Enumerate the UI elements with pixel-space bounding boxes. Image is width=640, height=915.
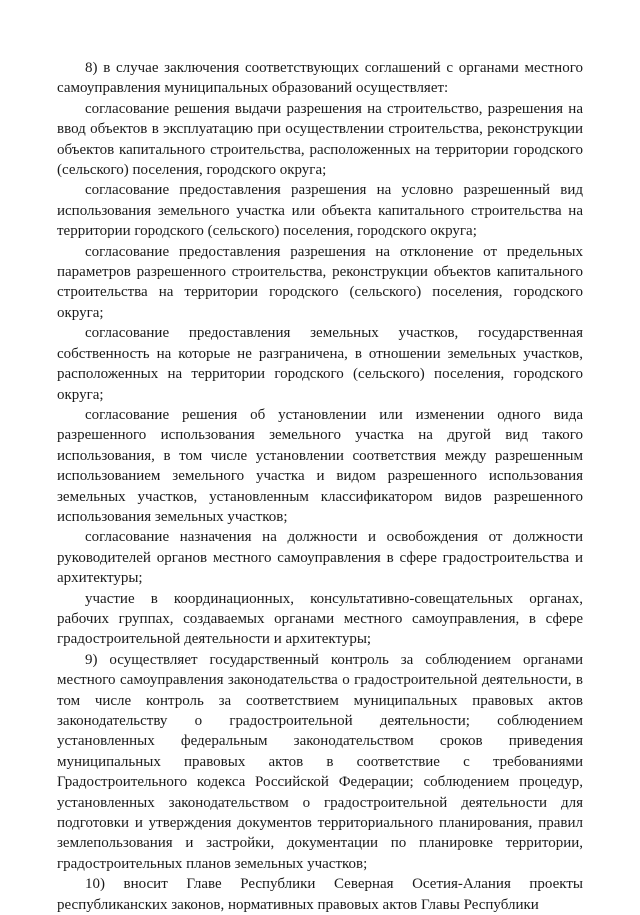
paragraph-land-plots-approval: согласование предоставления земельных участков, государственная собственность на которые не разграничена, в отношении земельных участков, расположенных на территории городского (сельского) поселения, городского округа;: [57, 325, 583, 403]
paragraph-coordination-participation: участие в координационных, консультативно-совещательных органах, рабочих группах, создаваемых органами местного самоуправления, в сфере градостроительной деятельности и архитектуры;: [57, 590, 583, 648]
paragraph-appointment-approval: согласование назначения на должности и освобождения от должности руководителей органов местного самоуправления в сфере градостроительства и архитектуры;: [57, 529, 583, 587]
document-page: [57, 58, 583, 915]
paragraph-item-8-intro: 8) в случае заключения соответствующих соглашений с органами местного самоуправления муниципальных образований осуществляет:: [57, 60, 583, 97]
paragraph-deviation-approval: согласование предоставления разрешения на отклонение от предельных параметров разрешенного строительства, реконструкции объектов капитального строительства на территории городского (сельского) поселения, городского округа;: [57, 243, 583, 321]
paragraph-use-change-approval: согласование решения об установлении или изменении одного вида разрешенного использования земельного участка на другой вид такого использования, в том числе установлении соответствия между разрешенным использованием земельного участка и видом разрешенного использования земельных участков, установленным классификатором видов разрешенного использования земельных участков;: [57, 406, 583, 525]
paragraph-conditional-use-approval: согласование предоставления разрешения на условно разрешенный вид использования земельного участка или объекта капитального строительства на территории городского (сельского) поселения, городского округа;: [57, 182, 583, 240]
paragraph-building-permit-approval: согласование решения выдачи разрешения на строительство, разрешения на ввод объектов в эксплуатацию при осуществлении строительства, реконструкции объектов капитального строительства, расположенных на территории городского (сельского) поселения, городского округа;: [57, 100, 583, 179]
paragraph-item-9-state-control: 9) осуществляет государственный контроль за соблюдением органами местного самоуправления законодательства о градостроительной деятельности, в том числе контроль за соответствием муниципальных правовых актов законодательству о градостроительной деятельности; соблюдением установленных федеральным законодательством сроков приведения муниципальных правовых актов в соответствие с требованиями Градостроительного кодекса Российской Федерации; соблюдением процедур, установленных законодательством о градостроительной деятельности для подготовки и утверждения документов территориального планирования, правил землепользования и застройки, документации по планировке территории, градостроительных планов земельных участков;: [57, 651, 583, 872]
paragraph-item-10-proposals: 10) вносит Главе Республики Северная Осетия-Алания проекты республиканских законов, нормативных правовых актов Главы Республики: [57, 876, 583, 913]
